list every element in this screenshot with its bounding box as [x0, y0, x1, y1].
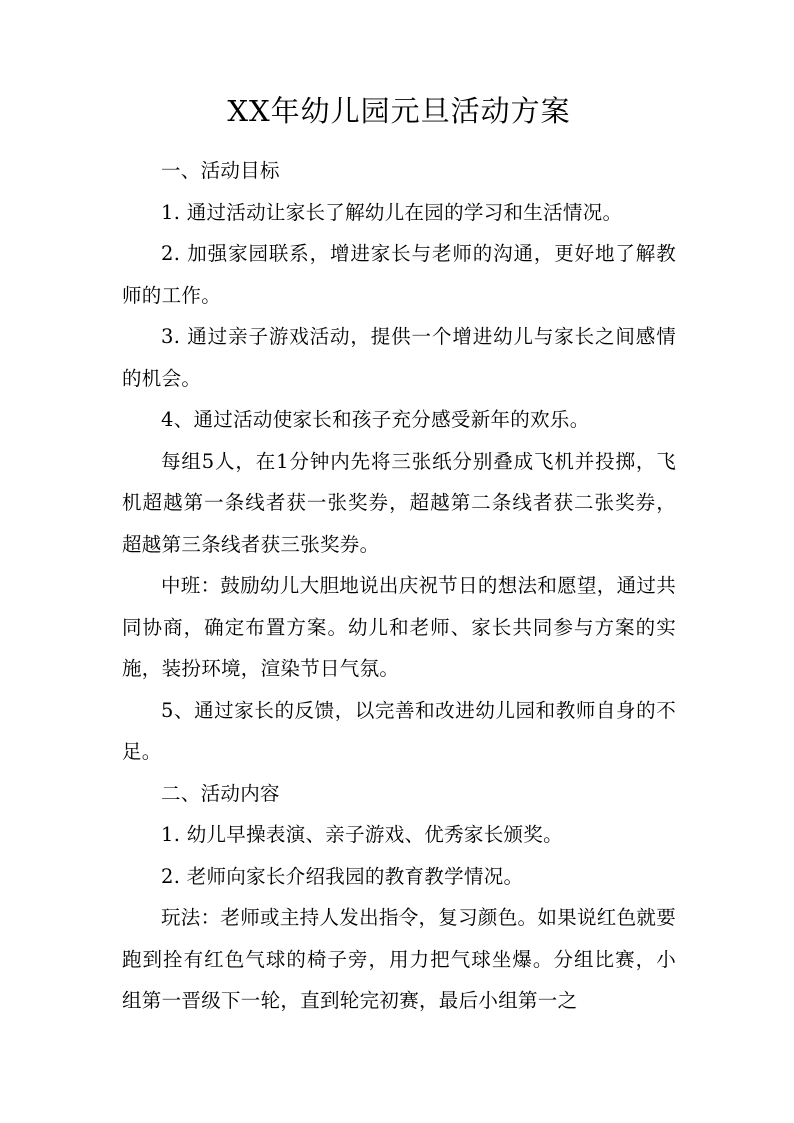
section-heading-goals: 一、活动目标	[161, 159, 280, 182]
paragraph: 每组5人，在1分钟内先将三张纸分别叠成飞机并投掷，飞机超越第一条线者获一张奖券，超越第二条线者获二张奖券，超越第三条线者获三张奖券。	[122, 449, 676, 556]
paragraph: 中班：鼓励幼儿大胆地说出庆祝节日的想法和愿望，通过共同协商，确定布置方案。幼儿和老师、家长共同参与方案的实施，装扮环境，渲染节日气氛。	[122, 574, 676, 680]
paragraph: 玩法：老师或主持人发出指令，复习颜色。如果说红色就要跑到拴有红色气球的椅子旁，用力把气球坐爆。分组比赛，小组第一晋级下一轮，直到轮完初赛，最后小组第一之	[122, 906, 676, 1012]
paragraph: 1. 幼儿早操表演、亲子游戏、优秀家长颁奖。	[161, 823, 563, 846]
paragraph: 1. 通过活动让家长了解幼儿在园的学习和生活情况。	[161, 200, 623, 224]
paragraph: 5、通过家长的反馈，以完善和改进幼儿园和教师自身的不足。	[122, 698, 676, 763]
document-title: XX年幼儿园元旦活动方案	[227, 94, 571, 128]
paragraph: 2. 加强家园联系，增进家长与老师的沟通，更好地了解教师的工作。	[122, 242, 676, 307]
paragraph: 3. 通过亲子游戏活动，提供一个增进幼儿与家长之间感情的机会。	[122, 325, 676, 390]
section-heading-content: 二、活动内容	[161, 781, 280, 805]
paragraph: 2. 老师向家长介绍我园的教育教学情况。	[161, 864, 524, 888]
paragraph: 4、通过活动使家长和孩子充分感受新年的欢乐。	[161, 408, 590, 431]
